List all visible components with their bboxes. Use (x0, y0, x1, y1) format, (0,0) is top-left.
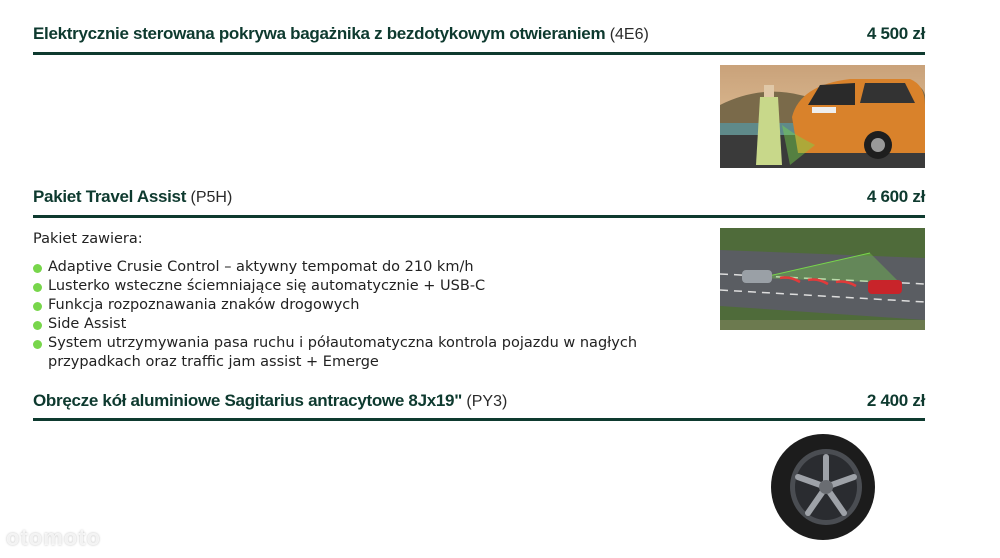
package-intro: Pakiet zawiera: (33, 231, 143, 247)
option-code: (PY3) (466, 393, 508, 410)
divider (33, 215, 925, 218)
watermark-logo: otomoto (6, 525, 101, 550)
tailgate-photo (720, 65, 925, 168)
option-price: 2 400 zł (866, 391, 925, 410)
option-code: (P5H) (190, 189, 233, 206)
divider (33, 418, 925, 421)
list-item: Adaptive Crusie Control – aktywny tempomat do 210 km/h (33, 258, 693, 277)
wheel-photo (766, 430, 880, 544)
list-item: Funkcja rozpoznawania znaków drogowych (33, 296, 693, 315)
option-title: Pakiet Travel Assist (P5H) (33, 187, 233, 206)
list-item: System utrzymywania pasa ruchu i półautomatyczna kontrola pojazdu w nagłych przypadkach oraz traffic jam assist + Emerge (33, 334, 693, 372)
bullet-icon (33, 321, 42, 330)
option-title: Obręcze kół aluminiowe Sagitarius antracytowe 8Jx19" (PY3) (33, 391, 508, 410)
bullet-icon (33, 302, 42, 311)
list-item: Lusterko wsteczne ściemniające się automatycznie + USB-C (33, 277, 693, 296)
travel-assist-photo (720, 228, 925, 330)
option-price: 4 500 zł (866, 24, 925, 43)
bullet-icon (33, 283, 42, 292)
feature-list (33, 258, 693, 372)
list-item: Side Assist (33, 315, 693, 334)
option-title: Elektrycznie sterowana pokrywa bagażnika z bezdotykowym otwieraniem (4E6) (33, 24, 649, 43)
bullet-icon (33, 264, 42, 273)
option-code: (4E6) (609, 26, 649, 43)
bullet-icon (33, 340, 42, 349)
option-price: 4 600 zł (866, 187, 925, 206)
divider (33, 52, 925, 55)
